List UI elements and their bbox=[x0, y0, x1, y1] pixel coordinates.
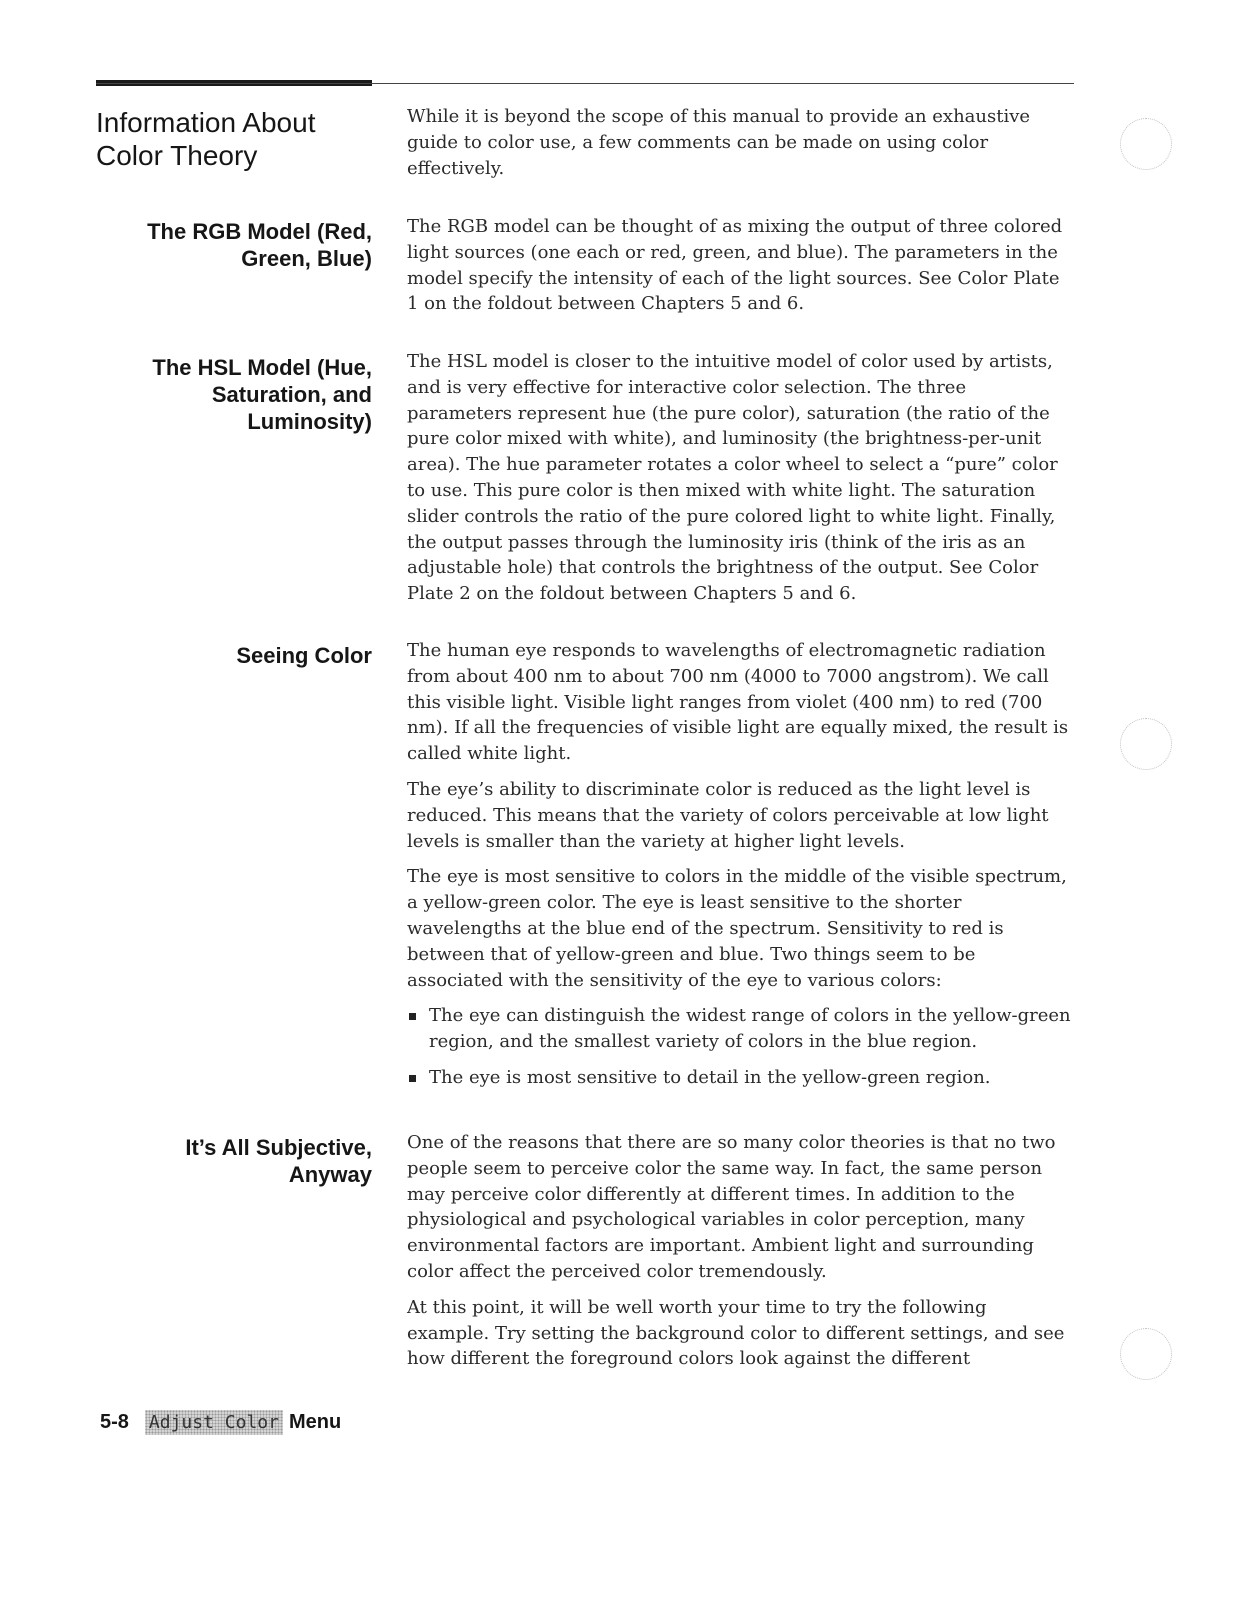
section-heading-rgb-model bbox=[96, 218, 372, 272]
binder-hole-icon bbox=[1120, 118, 1172, 170]
paragraph: The eye is most sensitive to colors in the middle of the visible spectrum, a yellow-green color. The eye is least sensitive to the shorter wavelengths at the blue end of the spectrum. Sensitivity to red is between that of yellow-green and blue. Two things seem to be associated with the sensitivity of the eye to various colors: bbox=[407, 866, 1067, 991]
binder-hole-icon bbox=[1120, 1328, 1172, 1380]
section-body-hsl-model bbox=[407, 349, 1072, 617]
list-item bbox=[407, 1003, 1072, 1055]
section-body-subjective bbox=[407, 1130, 1072, 1382]
list-item-text: The eye is most sensitive to detail in the yellow-green region. bbox=[429, 1066, 991, 1088]
page-footer bbox=[100, 1410, 341, 1435]
section-heading-seeing-color bbox=[96, 642, 372, 669]
heading-line: Green, Blue) bbox=[241, 246, 372, 271]
paragraph: The RGB model can be thought of as mixing the output of three colored light sources (one each or red, green, and blue). The parameters in the model specify the intensity of each of the light sources. See Color Plate 1 on the foldout between Chapters 5 and 6. bbox=[407, 216, 1063, 315]
heading-line: Saturation, and bbox=[211, 382, 372, 407]
heading-line: It’s All Subjective, bbox=[185, 1135, 372, 1160]
page-number: 5-8 bbox=[100, 1411, 129, 1433]
heading-line: Anyway bbox=[288, 1162, 372, 1187]
list-item-text: The eye can distinguish the widest range of colors in the yellow-green region, and the smallest variety of colors in the blue region. bbox=[429, 1005, 1071, 1053]
square-bullet-icon bbox=[409, 1013, 416, 1020]
list-item bbox=[407, 1065, 1072, 1091]
square-bullet-icon bbox=[409, 1075, 416, 1082]
footer-label: Menu bbox=[288, 1411, 342, 1433]
paragraph: The eye’s ability to discriminate color is reduced as the light level is reduced. This means that the variety of colors perceivable at low light levels is smaller than the variety at higher light levels. bbox=[407, 778, 1049, 852]
paragraph: The human eye responds to wavelengths of electromagnetic radiation from about 400 nm to about 700 nm (4000 to 7000 angstrom). We call this visible light. Visible light ranges from violet (400 nm) to red (700 nm). If all the frequencies of visible light are equally mixed, the result is called white light. bbox=[407, 640, 1069, 765]
paragraph: While it is beyond the scope of this manual to provide an exhaustive guide to color use, a few comments can be made on using color effectively. bbox=[407, 106, 1031, 179]
section-body-seeing-color bbox=[407, 638, 1072, 1101]
section-heading-color-theory: Information About Color Theory bbox=[96, 107, 316, 171]
paragraph: The HSL model is closer to the intuitive model of color used by artists, and is very effective for interactive color selection. The three parameters represent hue (the pure color), saturation (the ratio of the pure color mixed with white), and luminosity (the brightness-per-unit area). The hue parameter rotates a color wheel to select a “pure” color to use. This pure color is then mixed with white light. The saturation slider controls the ratio of the pure colored light to white light. Finally, the output passes through the luminosity iris (think of the iris as an adjustable hole) that controls the brightness of the output. See Color Plate 2 on the foldout between Chapters 5 and 6. bbox=[407, 351, 1058, 605]
heading-line: Luminosity) bbox=[247, 409, 372, 434]
softkey-label: Adjust Color bbox=[145, 1410, 283, 1435]
heading-line: Seeing Color bbox=[236, 643, 372, 668]
section-heading-subjective bbox=[96, 1134, 372, 1188]
paragraph: One of the reasons that there are so many color theories is that no two people seem to perceive color the same way. In fact, the same person may perceive color differently at different times. In addition to the physiological and psychological variables in color perception, many environmental factors are important. Ambient light and surrounding color affect the perceived color tremendously. bbox=[407, 1132, 1056, 1282]
heading-line: The RGB Model (Red, bbox=[147, 219, 372, 244]
section-body-rgb-model bbox=[407, 214, 1072, 327]
header-rule-thin bbox=[96, 83, 1074, 84]
section-body-color-theory bbox=[407, 104, 1072, 191]
section-heading-hsl-model bbox=[96, 354, 372, 435]
paragraph: At this point, it will be well worth your time to try the following example. Try setting the background color to different settings, and see how different the foreground colors look against the different bbox=[407, 1296, 1065, 1370]
heading-line: The HSL Model (Hue, bbox=[152, 355, 372, 380]
bullet-list bbox=[407, 1003, 1072, 1090]
binder-hole-icon bbox=[1120, 718, 1172, 770]
